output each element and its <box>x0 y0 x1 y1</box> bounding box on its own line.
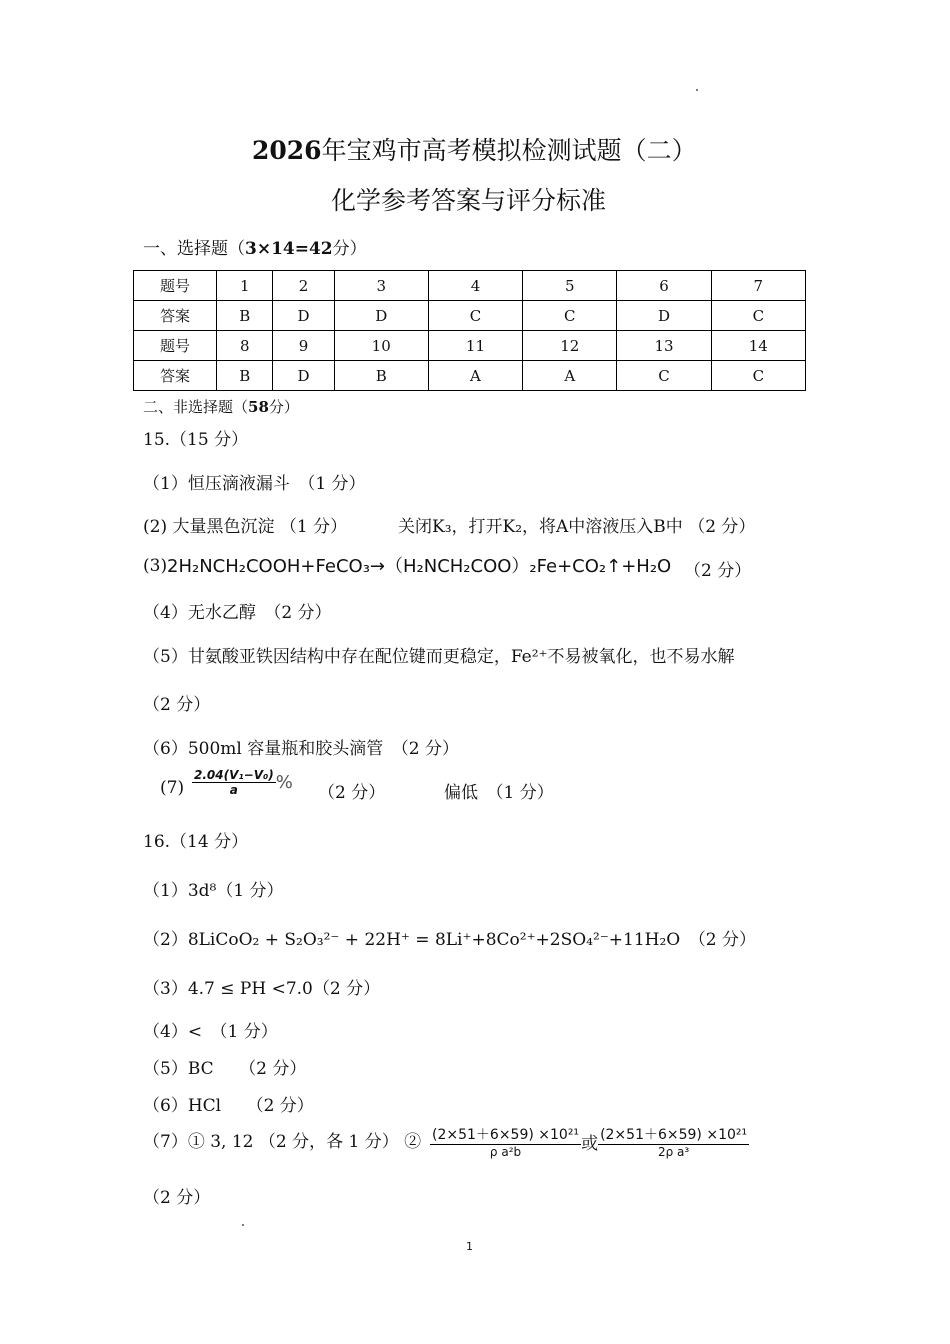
table-cell: 12 <box>523 331 617 361</box>
table-cell: 5 <box>523 271 617 301</box>
q15-part5-line2: （2 分） <box>143 695 211 715</box>
table-cell: 11 <box>428 331 522 361</box>
table-row <box>134 271 806 301</box>
section2-heading <box>143 396 299 417</box>
q16-part7-formula <box>430 1124 749 1159</box>
page-number: 1 <box>466 1240 473 1253</box>
table-cell: 13 <box>617 331 711 361</box>
table-cell: D <box>273 361 334 391</box>
q15-part3-score: （2 分） <box>684 561 752 581</box>
table-cell: D <box>334 301 428 331</box>
row-label-q: 题号 <box>134 271 217 301</box>
q15-part5-line1: （5）甘氨酸亚铁因结构中存在配位键而更稳定，Fe²⁺不易被氧化，也不易水解 <box>143 647 735 667</box>
section2-heading-suffix: 分） <box>268 398 299 416</box>
table-row <box>134 301 806 331</box>
q15-part6: （6）500ml 容量瓶和胶头滴管 （2 分） <box>143 739 459 759</box>
row-label-q: 题号 <box>134 331 217 361</box>
fraction <box>192 768 276 797</box>
table-row <box>134 361 806 391</box>
q16-part7a: （7）① 3, 12 （2 分，各 1 分） ② <box>143 1132 422 1152</box>
q16-part4: （4）< （1 分） <box>143 1022 278 1042</box>
table-cell: C <box>428 301 522 331</box>
table-cell: 7 <box>711 271 805 301</box>
table-cell: 3 <box>334 271 428 301</box>
table-cell: 8 <box>217 331 273 361</box>
table-cell: B <box>217 361 273 391</box>
q15-part3-label: (3) <box>143 556 168 576</box>
q15-part2b: 关闭K₃，打开K₂，将A中溶液压入B中 （2 分） <box>398 517 756 537</box>
section1-heading-suffix: 分） <box>332 239 367 259</box>
table-cell: C <box>711 301 805 331</box>
table-cell: A <box>523 361 617 391</box>
q16-header: 16.（14 分） <box>143 832 249 852</box>
q15-part2a: (2) 大量黑色沉淀 （1 分） <box>143 517 348 537</box>
section2-heading-prefix: 二、非选择题（ <box>143 398 249 416</box>
row-label-a: 答案 <box>134 301 217 331</box>
table-row <box>134 331 806 361</box>
table-cell: C <box>711 361 805 391</box>
percent-sign: % <box>275 772 293 793</box>
table-cell: A <box>428 361 522 391</box>
fraction <box>598 1124 749 1159</box>
table-cell: 9 <box>273 331 334 361</box>
table-cell: 14 <box>711 331 805 361</box>
section2-heading-bold: 58 <box>248 398 269 416</box>
or-text: 或 <box>581 1134 599 1154</box>
table-cell: D <box>617 301 711 331</box>
table-cell: 4 <box>428 271 522 301</box>
table-cell: B <box>217 301 273 331</box>
fraction-denominator: 2ρ a³ <box>657 1145 690 1159</box>
q16-part3: （3）4.7 ≤ PH <7.0（2 分） <box>143 979 381 999</box>
table-cell: 1 <box>217 271 273 301</box>
fraction-denominator: a <box>229 783 238 797</box>
row-label-a: 答案 <box>134 361 217 391</box>
q15-part4: （4）无水乙醇 （2 分） <box>143 603 332 623</box>
q15-part1: （1）恒压滴液漏斗 （1 分） <box>143 474 366 494</box>
section1-heading-prefix: 一、选择题（ <box>143 239 245 259</box>
scan-dot <box>696 89 698 91</box>
table-cell: 2 <box>273 271 334 301</box>
q15-part7-label: (7) <box>160 778 185 798</box>
q15-part7-score: （2 分） <box>318 783 386 803</box>
fraction <box>430 1124 581 1159</box>
table-cell: B <box>334 361 428 391</box>
q15-part3-equation: 2H₂NCH₂COOH+FeCO₃→（H₂NCH₂COO）₂Fe+CO₂↑+H₂O <box>167 556 672 577</box>
q16-part7-score: （2 分） <box>143 1188 211 1208</box>
q15-part7b: 偏低 （1 分） <box>444 783 554 803</box>
page-subtitle: 化学参考答案与评分标准 <box>331 186 607 215</box>
q15-header: 15.（15 分） <box>143 430 249 450</box>
fraction-numerator: (2×51＋6×59) ×10²¹ <box>598 1124 749 1145</box>
q15-part7-formula <box>192 768 293 797</box>
q16-part2: （2）8LiCoO₂ + S₂O₃²⁻ + 22H⁺ = 8Li⁺+8Co²⁺+2SO₄²⁻+11H₂O （2 分） <box>143 930 756 950</box>
page-title <box>252 131 697 167</box>
table-cell: 10 <box>334 331 428 361</box>
q16-part1: （1）3d⁸（1 分） <box>143 881 284 901</box>
fraction-numerator: 2.04(V₁−V₀) <box>194 768 274 782</box>
fraction-numerator: (2×51＋6×59) ×10²¹ <box>430 1124 581 1145</box>
q16-part6: （6）HCl （2 分） <box>143 1096 314 1116</box>
scan-dot <box>242 1224 244 1226</box>
answer-table <box>133 270 806 391</box>
table-cell: 6 <box>617 271 711 301</box>
section1-heading-bold: 3×14=42 <box>245 239 333 259</box>
table-cell: C <box>617 361 711 391</box>
title-main: 年宝鸡市高考模拟检测试题（二） <box>321 136 697 165</box>
q16-part5: （5）BC （2 分） <box>143 1059 307 1079</box>
fraction-denominator: ρ a²b <box>489 1145 522 1159</box>
table-cell: D <box>273 301 334 331</box>
title-year: 2026 <box>252 136 322 165</box>
section1-heading <box>143 234 367 259</box>
table-cell: C <box>523 301 617 331</box>
